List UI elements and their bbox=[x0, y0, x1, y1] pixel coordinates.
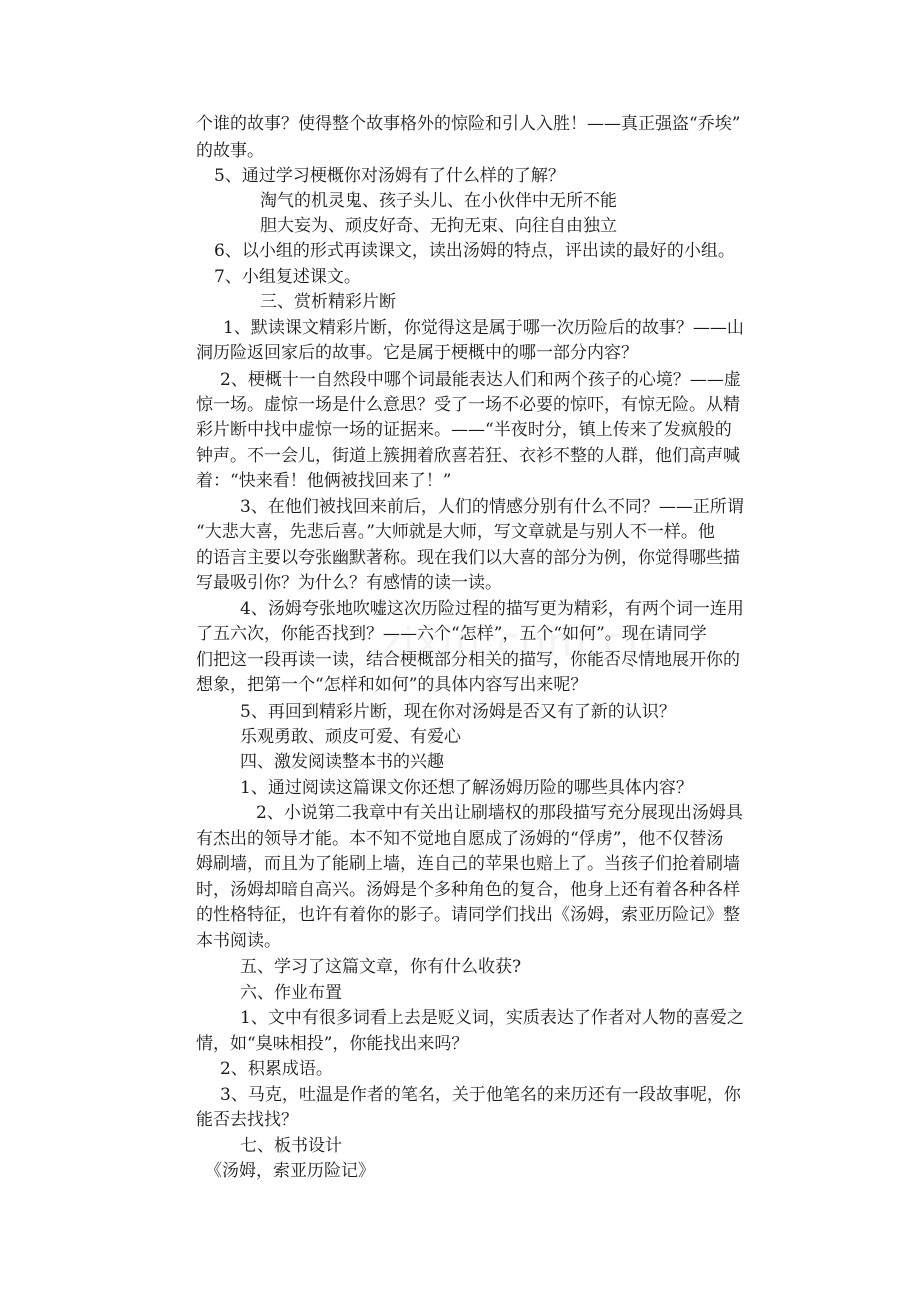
text-line: 个谁的故事？使得整个故事格外的惊险和引人入胜！——真正强盗“乔埃” bbox=[196, 114, 741, 134]
text-line: 胆大妄为、顽皮好奇、无拘无束、向往自由独立 bbox=[260, 216, 617, 236]
text-line: 本书阅读。 bbox=[196, 931, 281, 951]
text-line: 有杰出的领导才能。本不知不觉地自愿成了汤姆的“俘虏”，他不仅替汤 bbox=[196, 829, 724, 849]
text-line: 惊一场。虚惊一场是什么意思？受了一场不必要的惊吓，有惊无险。从精 bbox=[196, 395, 740, 415]
text-line: 能否去找找？ bbox=[196, 1110, 298, 1130]
text-line: “大悲大喜，先悲后喜。”大师就是大师，写文章就是与别人不一样。他 bbox=[196, 522, 715, 542]
text-line: 3、在他们被找回来前后，人们的情感分别有什么不同？——正所谓 bbox=[240, 497, 744, 517]
section-heading: 四、激发阅读整本书的兴趣 bbox=[240, 752, 444, 772]
text-line: 的语言主要以夸张幽默著称。现在我们以大喜的部分为例，你觉得哪些描 bbox=[196, 548, 740, 568]
text-line: 1、文中有很多词看上去是贬义词，实质表达了作者对人物的喜爱之 bbox=[240, 1008, 744, 1028]
section-heading: 三、赏析精彩片断 bbox=[260, 292, 396, 312]
text-line: 5、通过学习梗概你对汤姆有了什么样的了解？ bbox=[214, 166, 565, 186]
text-line: 彩片断中找中虚惊一场的证据来。——“半夜时分，镇上传来了发疯般的 bbox=[196, 420, 732, 440]
text-line: 时，汤姆却暗自高兴。汤姆是个多种角色的复合，他身上还有着各种各样 bbox=[196, 880, 740, 900]
section-heading: 六、作业布置 bbox=[240, 983, 342, 1003]
section-heading: 七、板书设计 bbox=[240, 1136, 342, 1156]
section-heading: 五、学习了这篇文章，你有什么收获? bbox=[240, 957, 522, 977]
text-line: 洞历险返回家后的故事。它是属于梗概中的哪一部分内容？ bbox=[196, 343, 638, 363]
text-line: 6、以小组的形式再读课文，读出汤姆的特点，评出读的最好的小组。 bbox=[214, 241, 735, 261]
text-line: 写最吸引你？为什么？有感情的读一读。 bbox=[196, 573, 502, 593]
text-line: 姆刷墙，而且为了能刷上墙，连自己的苹果也赔上了。当孩子们抢着刷墙 bbox=[196, 854, 740, 874]
text-line: 想象，把第一个“怎样和如何”的具体内容写出来呢？ bbox=[196, 675, 588, 695]
text-line: 的故事。 bbox=[196, 141, 264, 161]
text-line: 《汤姆，索亚历险记》 bbox=[205, 1161, 375, 1181]
text-line: 5、再回到精彩片断，现在你对汤姆是否又有了新的认识？ bbox=[240, 702, 676, 722]
text-line: 钟声。不一会儿，街道上簇拥着欣喜若狂、衣衫不整的人群，他们高声喊 bbox=[196, 446, 740, 466]
text-line: 3、马克，吐温是作者的笔名，关于他笔名的来历还有一段故事呢，你 bbox=[220, 1085, 741, 1105]
text-line: 2、小说第二我章中有关出让刷墙权的那段描写充分展现出汤姆具 bbox=[256, 803, 743, 823]
text-line: 7、小组复述课文。 bbox=[214, 267, 361, 287]
text-line: 2、梗概十一自然段中哪个词最能表达人们和两个孩子的心境？——虚 bbox=[220, 370, 741, 390]
text-line: 4、汤姆夸张地吹嘘这次历险过程的描写更为精彩，有两个词一连用 bbox=[240, 599, 744, 619]
text-line: 了五六次，你能否找到？——六个“怎样”，五个“如何”。现在请同学 bbox=[196, 624, 707, 644]
text-line: 1、默读课文精彩片断，你觉得这是属于哪一次历险后的故事？——山 bbox=[223, 318, 744, 338]
text-line: 1、通过阅读这篇课文你还想了解汤姆历险的哪些具体内容？ bbox=[240, 778, 693, 798]
text-line: 情，如“臭味相投”，你能找出来吗？ bbox=[196, 1034, 469, 1054]
text-line: 2、积累成语。 bbox=[220, 1059, 333, 1079]
text-line: 们把这一段再读一读，结合梗概部分相关的描写，你能否尽情地展开你的 bbox=[196, 650, 740, 670]
text-line: 淘气的机灵鬼、孩子头儿、在小伙伴中无所不能 bbox=[260, 191, 617, 211]
text-line: 着：“快来看！他俩被找回来了！” bbox=[196, 471, 452, 491]
text-line: 乐观勇敢、顽皮可爱、有爱心 bbox=[240, 727, 461, 747]
text-line: 的性格特征，也许有着你的影子。请同学们找出《汤姆，索亚历险记》整 bbox=[196, 905, 740, 925]
